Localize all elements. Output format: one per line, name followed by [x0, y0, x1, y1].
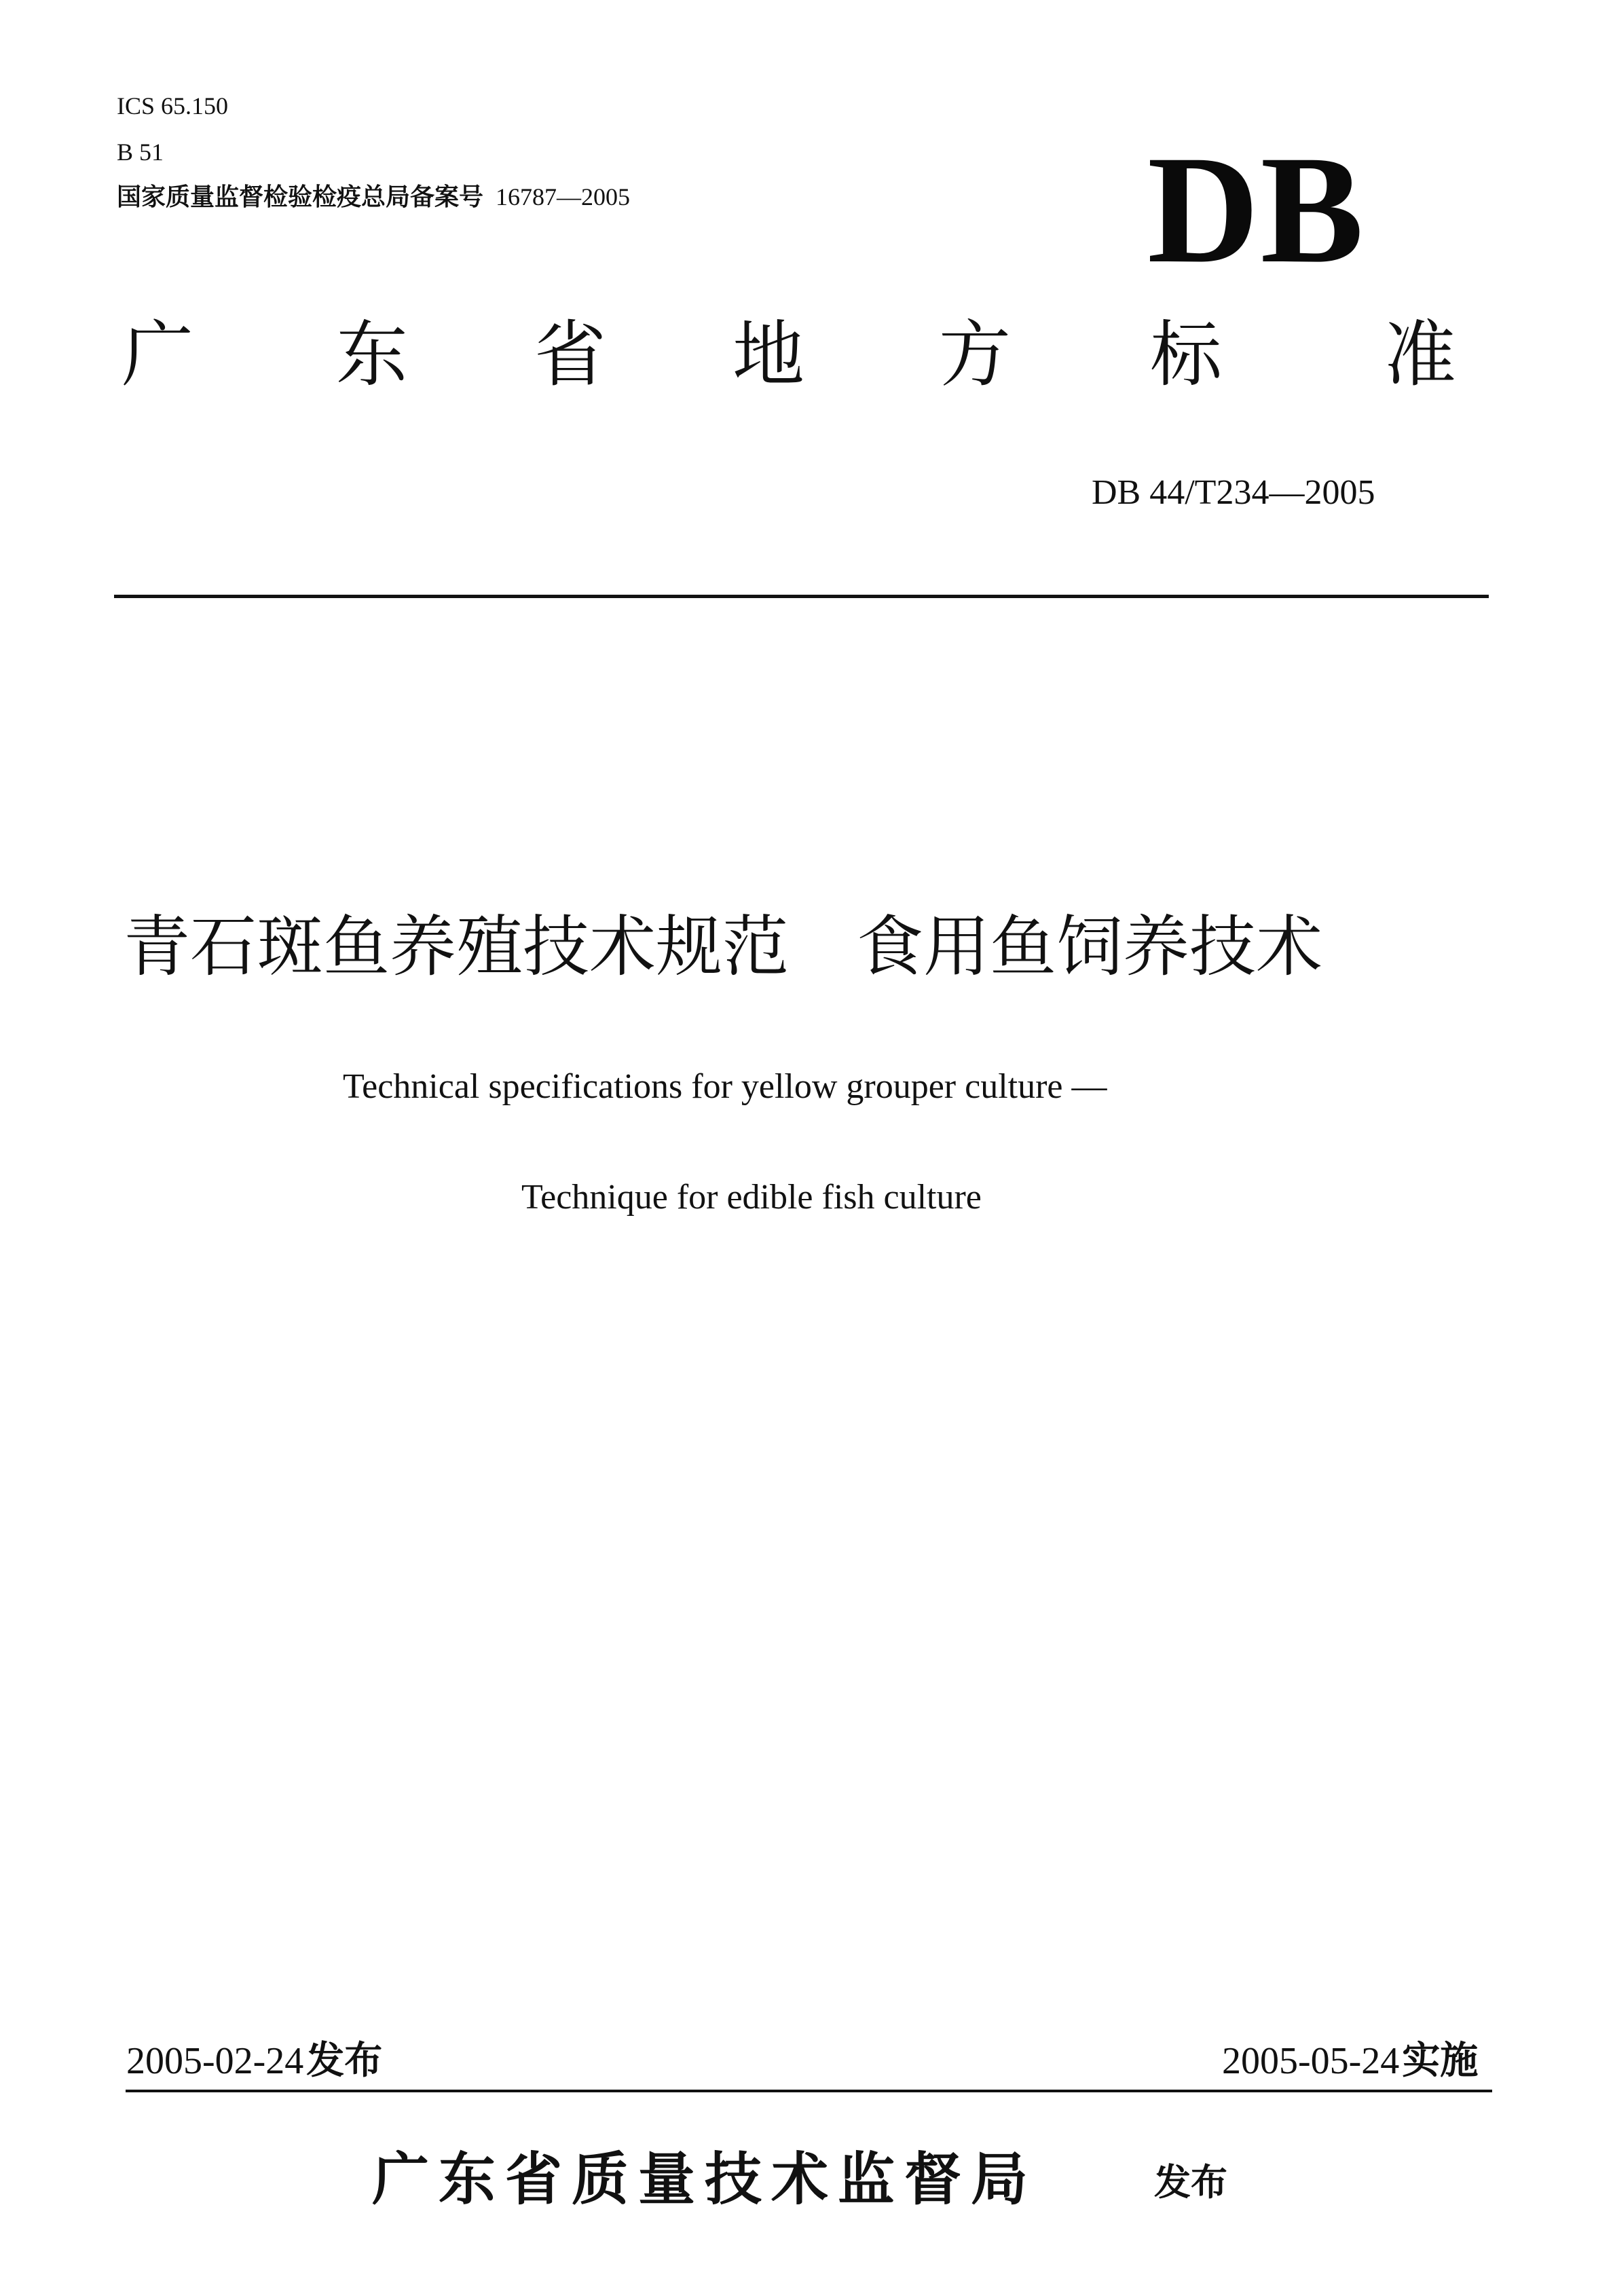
chinese-title-part2: 食用鱼饲养技术 [857, 908, 1323, 986]
implementation-label: 实施 [1402, 2039, 1479, 2083]
issue-date-value: 2005-02-24 [126, 2040, 304, 2082]
standard-type-char: 省 [534, 313, 606, 396]
footer-divider [126, 2090, 1492, 2092]
english-title-line2: Technique for edible fish culture [521, 1178, 982, 1217]
standard-type-char: 广 [122, 313, 193, 396]
issue-date [126, 2039, 383, 2083]
implementation-date [1222, 2039, 1479, 2083]
db-logo: DB [1147, 124, 1365, 295]
standard-type-char: 东 [336, 313, 408, 396]
standard-type-char: 方 [939, 313, 1011, 396]
ics-code: ICS 65.150 [117, 92, 229, 119]
issue-label: 发布 [306, 2039, 383, 2083]
standard-number: DB 44/T234—2005 [1092, 473, 1375, 512]
filing-label: 国家质量监督检验检疫总局备案号 [117, 183, 484, 211]
standard-type-heading [117, 313, 1488, 407]
standard-type-char: 标 [1150, 313, 1222, 396]
publisher-name: 广东省质量技术监督局 [372, 2146, 1038, 2212]
publisher-suffix: 发布 [1154, 2161, 1227, 2204]
chinese-title-part1: 青石斑鱼养殖技术规范 [124, 908, 790, 986]
chinese-title [124, 908, 1323, 986]
filing-number: 16787—2005 [496, 183, 631, 210]
english-title-line1: Technical specifications for yellow grouper culture — [343, 1067, 1107, 1106]
implementation-date-value: 2005-05-24 [1222, 2040, 1400, 2082]
standard-type-char: 地 [733, 313, 804, 396]
header-divider [114, 595, 1489, 598]
standard-type-char: 准 [1384, 313, 1456, 396]
ccs-code: B 51 [117, 138, 164, 166]
filing-record [117, 185, 630, 210]
